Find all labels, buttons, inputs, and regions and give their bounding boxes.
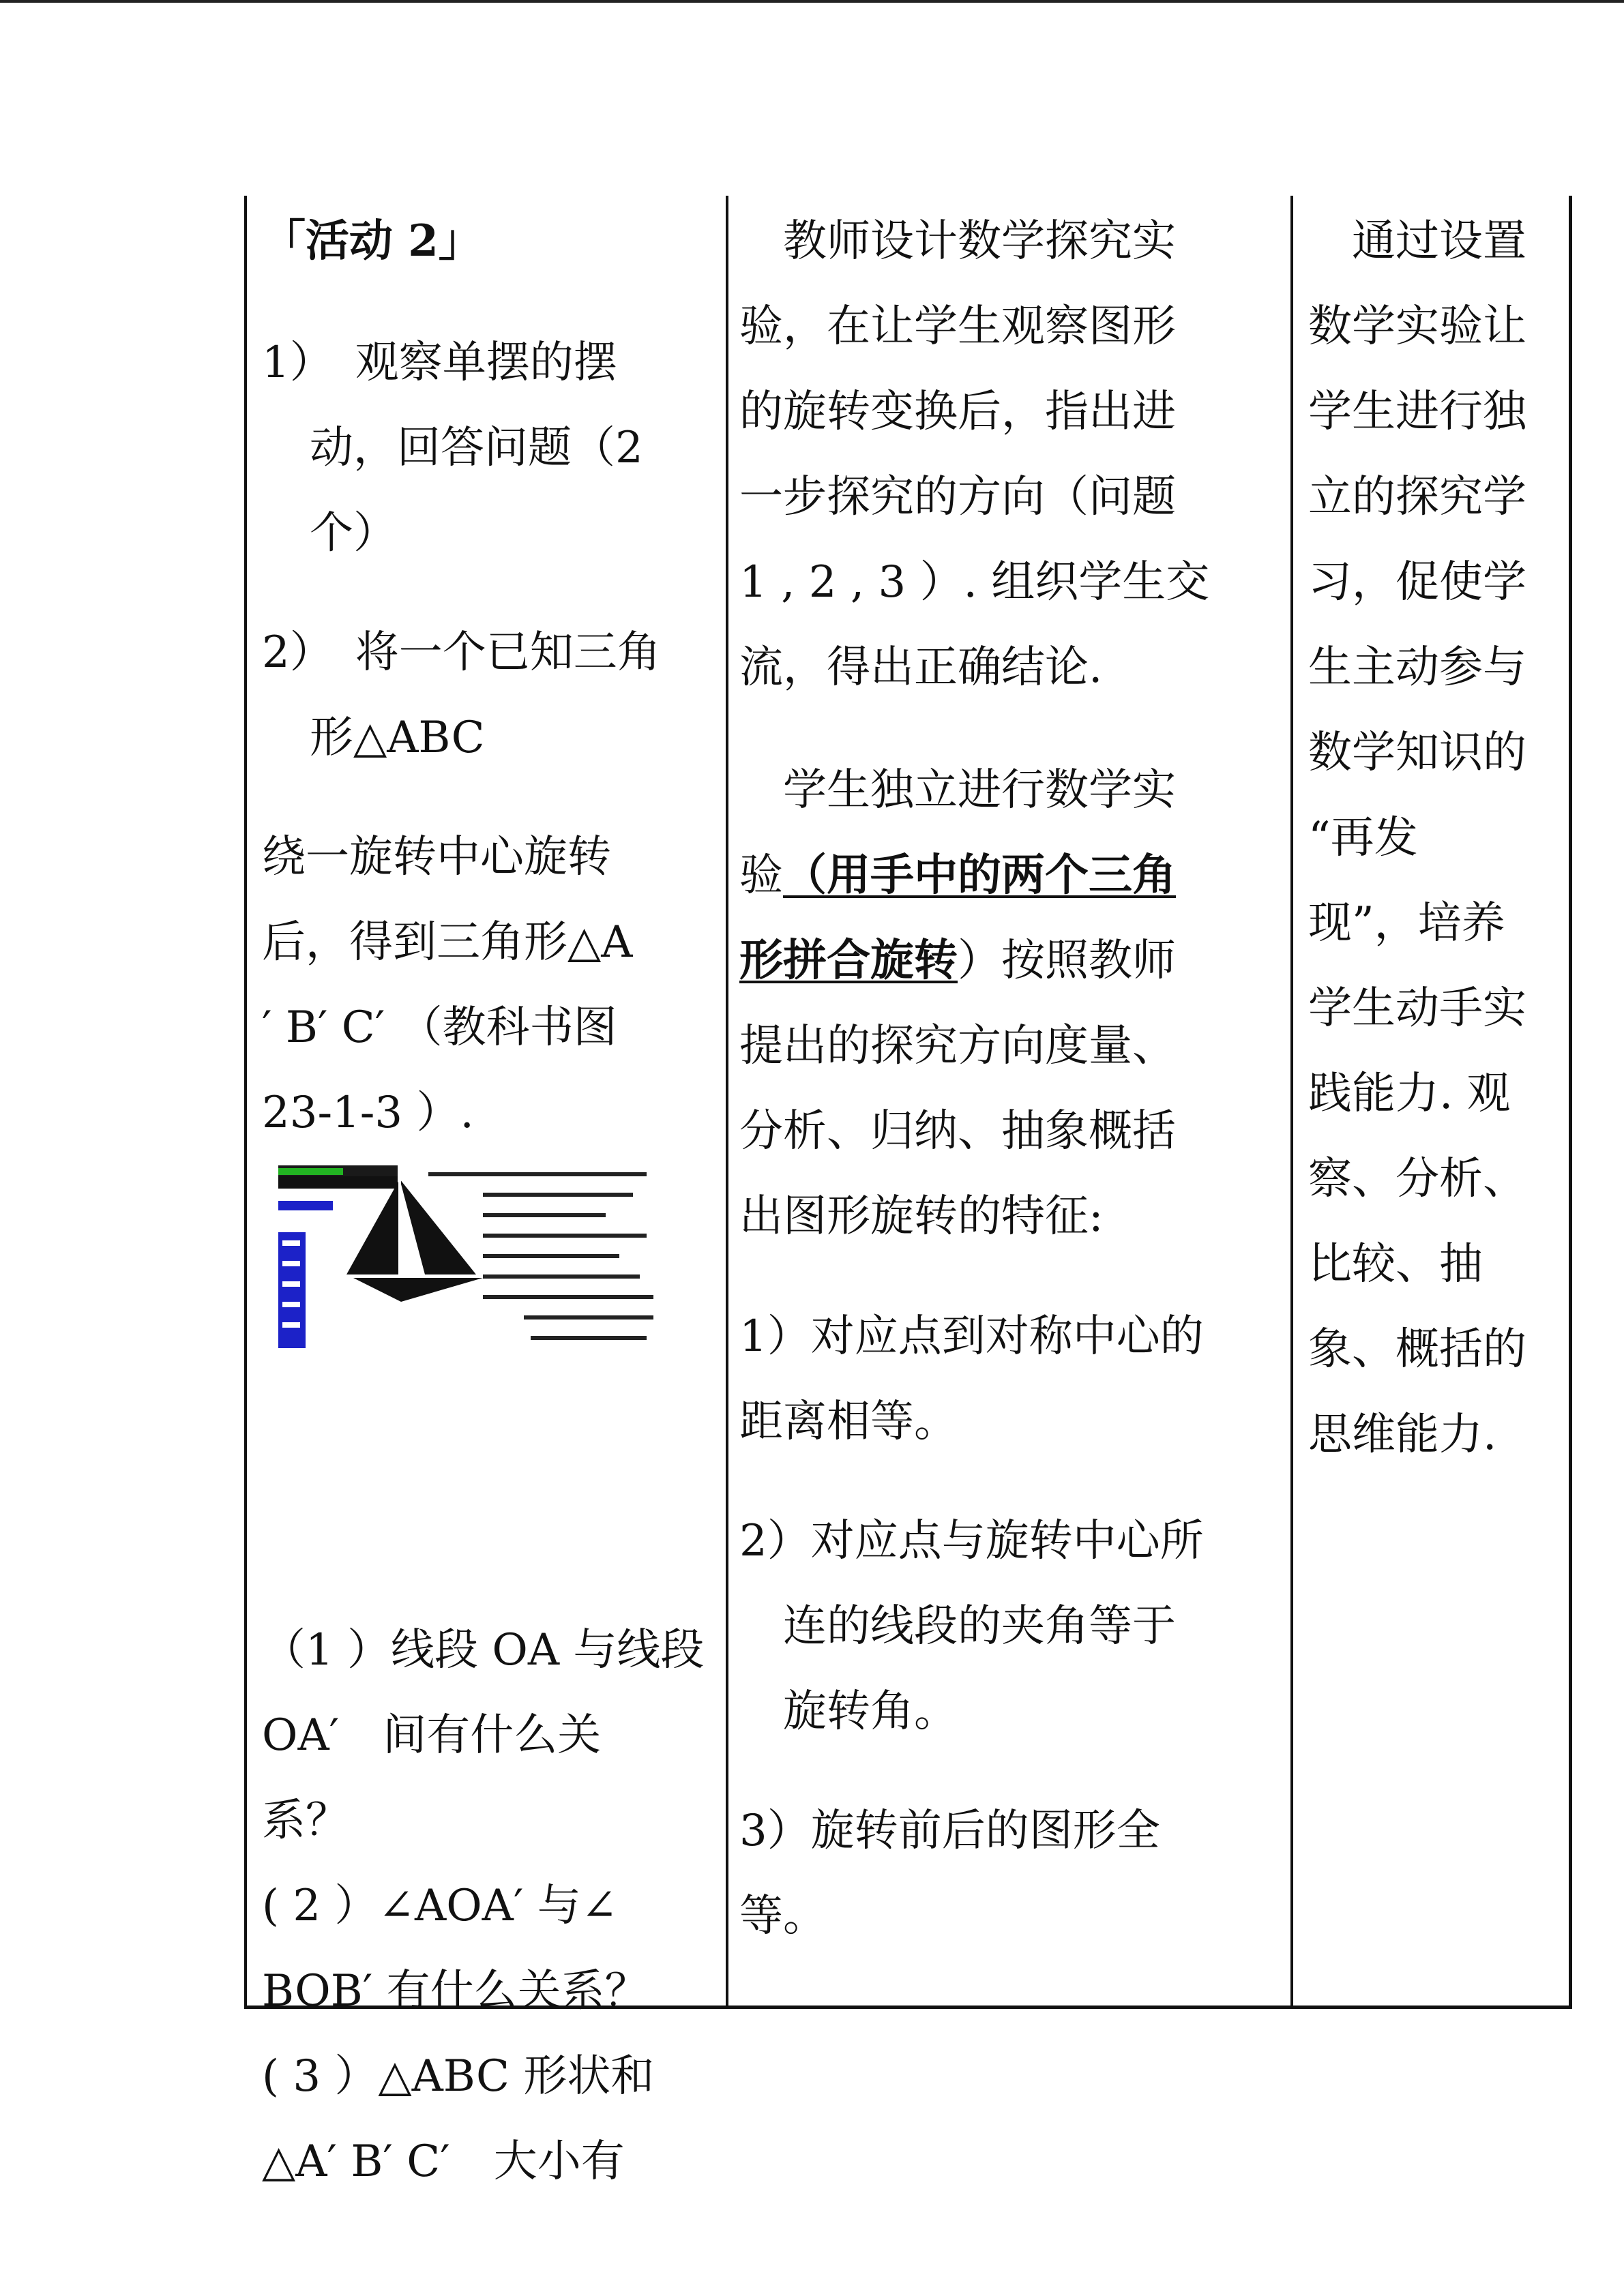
- intent-line-14: 象、概括的: [1308, 1324, 1526, 1375]
- question-1-line-3: 个）: [310, 508, 397, 558]
- feature-1-line-2: 距离相等。: [739, 1397, 958, 1447]
- sub-question-3-line-2: △A′ B′ C′ 大小有: [262, 2136, 625, 2187]
- question-1-line-2: 动，回答问题（2: [310, 423, 643, 473]
- intent-line-13: 比较、抽: [1308, 1239, 1483, 1289]
- intent-line-9: 现”，培养: [1308, 898, 1505, 949]
- intent-line-8: “再发: [1308, 813, 1418, 863]
- student-text-5: 分析、归纳、抽象概括: [739, 1106, 1176, 1157]
- student-text-1: 学生独立进行数学实: [739, 765, 1176, 816]
- rotation-text-4: 23-1-3 ）.: [262, 1088, 474, 1138]
- column-divider-1: [726, 196, 728, 2006]
- question-2-line-2: 形△ABC: [310, 713, 485, 763]
- lesson-table: [244, 196, 1572, 2187]
- student-text-3-underlined: 形拼合旋转: [739, 935, 958, 986]
- intent-line-11: 践能力. 观: [1308, 1069, 1511, 1119]
- teacher-text-2: 验，在让学生观察图形: [739, 301, 1176, 352]
- sub-question-1-line-3: 系？: [262, 1795, 349, 1846]
- rotation-text-2: 后，得到三角形△A: [262, 917, 633, 968]
- teacher-text-1: 教师设计数学探究实: [739, 216, 1176, 267]
- student-text-4: 提出的探究方向度量、: [739, 1021, 1176, 1071]
- activity-heading: 「活动 2」: [262, 215, 482, 267]
- design-intent-column: [1308, 196, 1567, 2006]
- student-text-2: [739, 848, 1176, 903]
- student-text-2-plain: 验: [739, 850, 783, 901]
- textbook-figure-image: [278, 1165, 660, 1350]
- intent-line-2: 数学实验让: [1308, 301, 1526, 352]
- activity-column: [262, 196, 726, 2187]
- rotation-text-1: 绕一旋转中心旋转: [262, 832, 611, 882]
- sub-question-2-line-1: ( 2 ）∠AOA′ 与∠: [262, 1881, 618, 1931]
- teacher-text-3: 的旋转变换后，指出进: [739, 387, 1176, 437]
- intent-line-12: 察、分析、: [1308, 1154, 1526, 1204]
- sub-question-2-line-2: BOB′ 有什么关系？: [262, 1966, 649, 2016]
- feature-2-line-1: 2）对应点与旋转中心所: [739, 1516, 1204, 1566]
- student-text-2-underlined: （用手中的两个三角: [783, 850, 1176, 901]
- intent-line-4: 立的探究学: [1308, 472, 1526, 522]
- feature-2-line-3: 旋转角。: [739, 1686, 958, 1737]
- student-text-3-plain: ）按照教师: [958, 936, 1176, 986]
- teacher-text-4: 一步探究的方向（问题: [739, 472, 1176, 522]
- question-1-line-1: 1） 观察单摆的摆: [262, 338, 617, 388]
- intent-line-1: 通过设置: [1308, 216, 1526, 267]
- feature-2-line-2: 连的线段的夹角等于: [739, 1601, 1176, 1652]
- student-text-6: 出图形旋转的特征:: [739, 1191, 1104, 1242]
- rotation-text-3: ′ B′ C′ （教科书图: [262, 1002, 617, 1053]
- intent-line-3: 学生进行独: [1308, 387, 1526, 437]
- sub-question-3-line-1: ( 3 ）△ABC 形状和: [262, 2051, 655, 2102]
- feature-3-line-1: 3）旋转前后的图形全: [739, 1806, 1160, 1856]
- feature-3-line-2: 等。: [739, 1891, 827, 1941]
- student-text-3: [739, 934, 1176, 988]
- intent-line-15: 思维能力.: [1308, 1410, 1497, 1460]
- teacher-text-6: 流，得出正确结论.: [739, 642, 1103, 693]
- question-2-line-1: 2） 将一个已知三角: [262, 627, 661, 678]
- intent-line-10: 学生动手实: [1308, 983, 1526, 1034]
- intent-line-7: 数学知识的: [1308, 728, 1526, 778]
- sub-question-1-line-2: OA′ 间有什么关: [262, 1710, 602, 1761]
- intent-line-6: 生主动参与: [1308, 642, 1526, 693]
- top-border-rule: [0, 0, 1624, 3]
- teacher-text-5: 1 , 2 , 3 ）. 组织学生交: [739, 557, 1210, 608]
- sub-question-1-line-1: （1 ）线段 OA 与线段: [262, 1625, 705, 1675]
- intent-line-5: 习，促使学: [1308, 557, 1526, 608]
- feature-1-line-1: 1）对应点到对称中心的: [739, 1311, 1204, 1362]
